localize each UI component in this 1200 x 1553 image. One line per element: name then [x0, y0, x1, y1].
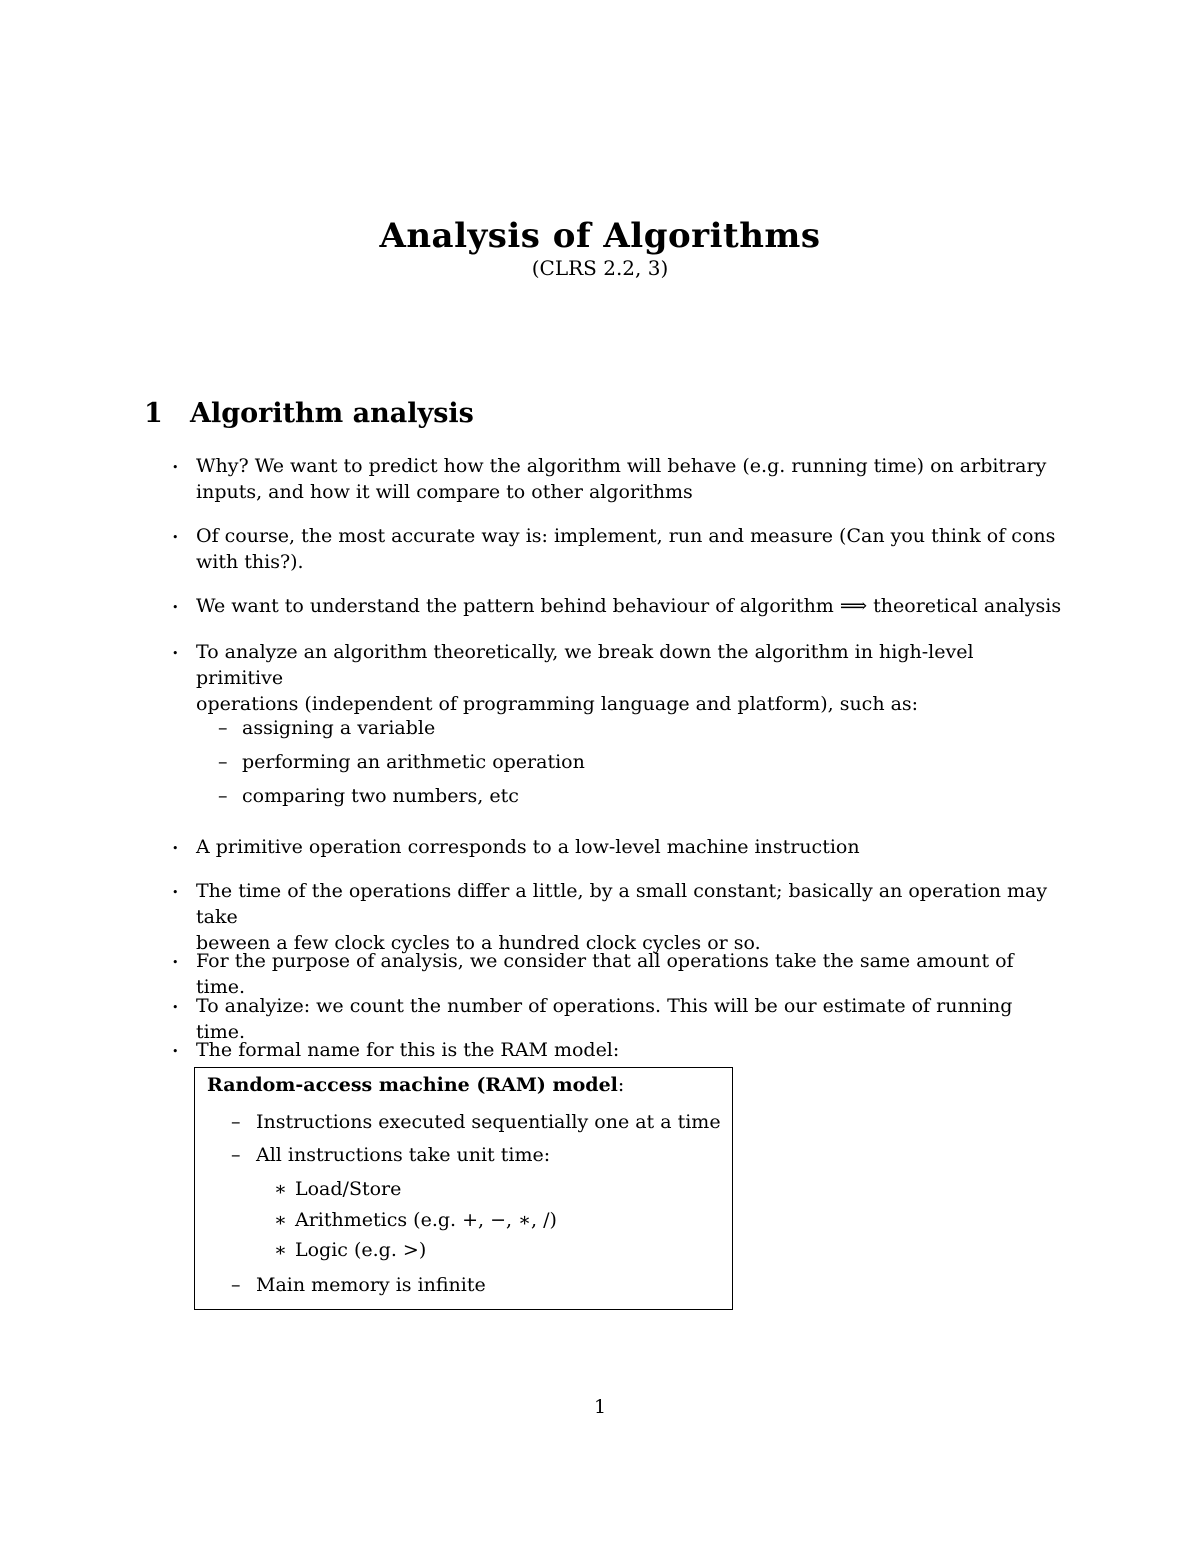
list-item	[196, 834, 1066, 860]
ram-model-heading-colon: :	[617, 1074, 625, 1096]
dash-icon: –	[231, 1274, 241, 1296]
list-item-line: The formal name for this is the RAM model:	[196, 1039, 620, 1061]
ram-model-heading-bold: Random-access machine (RAM) model	[207, 1074, 618, 1096]
ram-model-box	[194, 1067, 733, 1310]
sub-list-item: assigning a variable	[242, 717, 436, 739]
ram-model-item: All instructions take unit time:	[256, 1144, 551, 1166]
list-item-line: For the purpose of analysis, we consider that all operations take the same amount of time.	[196, 950, 1014, 998]
dash-icon: –	[218, 785, 228, 807]
list-item	[196, 1037, 1066, 1063]
ram-model-item: Instructions executed sequentially one at a time	[256, 1111, 721, 1133]
bullet-icon: •	[172, 886, 179, 899]
sub-list-item: performing an arithmetic operation	[242, 751, 585, 773]
dash-icon: –	[218, 751, 228, 773]
star-icon: ∗	[274, 1239, 287, 1261]
section-title: Algorithm analysis	[190, 398, 474, 429]
bullet-icon: •	[172, 1045, 179, 1058]
list-item-line: operations (independent of programming language and platform), such as:	[196, 693, 919, 715]
list-item-line: inputs, and how it will compare to other algorithms	[196, 481, 693, 503]
document-title: Analysis of Algorithms	[379, 216, 821, 256]
bullet-icon: •	[172, 647, 179, 660]
document-subtitle: (CLRS 2.2, 3)	[531, 256, 669, 280]
list-item-line: The time of the operations differ a little, by a small constant; basically an operation may take	[196, 880, 1048, 928]
ram-model-subitem: Load/Store	[295, 1178, 402, 1200]
list-item	[196, 878, 1066, 956]
list-item	[196, 523, 1066, 575]
sub-list-item: comparing two numbers, etc	[242, 785, 519, 807]
list-item-line: To analyze an algorithm theoretically, we break down the algorithm in high-level primitive	[196, 641, 974, 689]
page-number: 1	[593, 1396, 607, 1418]
bullet-icon: •	[172, 956, 179, 969]
dash-icon: –	[218, 717, 228, 739]
list-item-line: with this?).	[196, 551, 304, 573]
ram-model-subitem: Logic (e.g. >)	[295, 1239, 427, 1261]
list-item	[196, 593, 1066, 619]
list-item-line: We want to understand the pattern behind behaviour of algorithm ⟹ theoretical analysis	[196, 595, 1062, 617]
bullet-icon: •	[172, 842, 179, 855]
list-item	[196, 453, 1066, 505]
ram-model-heading	[207, 1072, 624, 1098]
section-number: 1	[144, 398, 163, 429]
list-item-line: To analyize: we count the number of operations. This will be our estimate of running time.	[196, 995, 1013, 1043]
ram-model-item: Main memory is infinite	[256, 1274, 486, 1296]
list-item-line: A primitive operation corresponds to a low-level machine instruction	[196, 836, 860, 858]
ram-model-subitem: Arithmetics (e.g. +, −, ∗, /)	[295, 1209, 557, 1231]
list-item	[196, 639, 1066, 717]
list-item-line: Why? We want to predict how the algorithm will behave (e.g. running time) on arbitrary	[196, 455, 1047, 477]
list-item-line: Of course, the most accurate way is: implement, run and measure (Can you think of cons	[196, 525, 1056, 547]
bullet-icon: •	[172, 531, 179, 544]
dash-icon: –	[231, 1111, 241, 1133]
star-icon: ∗	[274, 1209, 287, 1231]
star-icon: ∗	[274, 1178, 287, 1200]
dash-icon: –	[231, 1144, 241, 1166]
bullet-icon: •	[172, 601, 179, 614]
list-item-line: beween a few clock cycles to a hundred clock cycles or so.	[196, 932, 761, 954]
bullet-icon: •	[172, 461, 179, 474]
bullet-icon: •	[172, 1001, 179, 1014]
